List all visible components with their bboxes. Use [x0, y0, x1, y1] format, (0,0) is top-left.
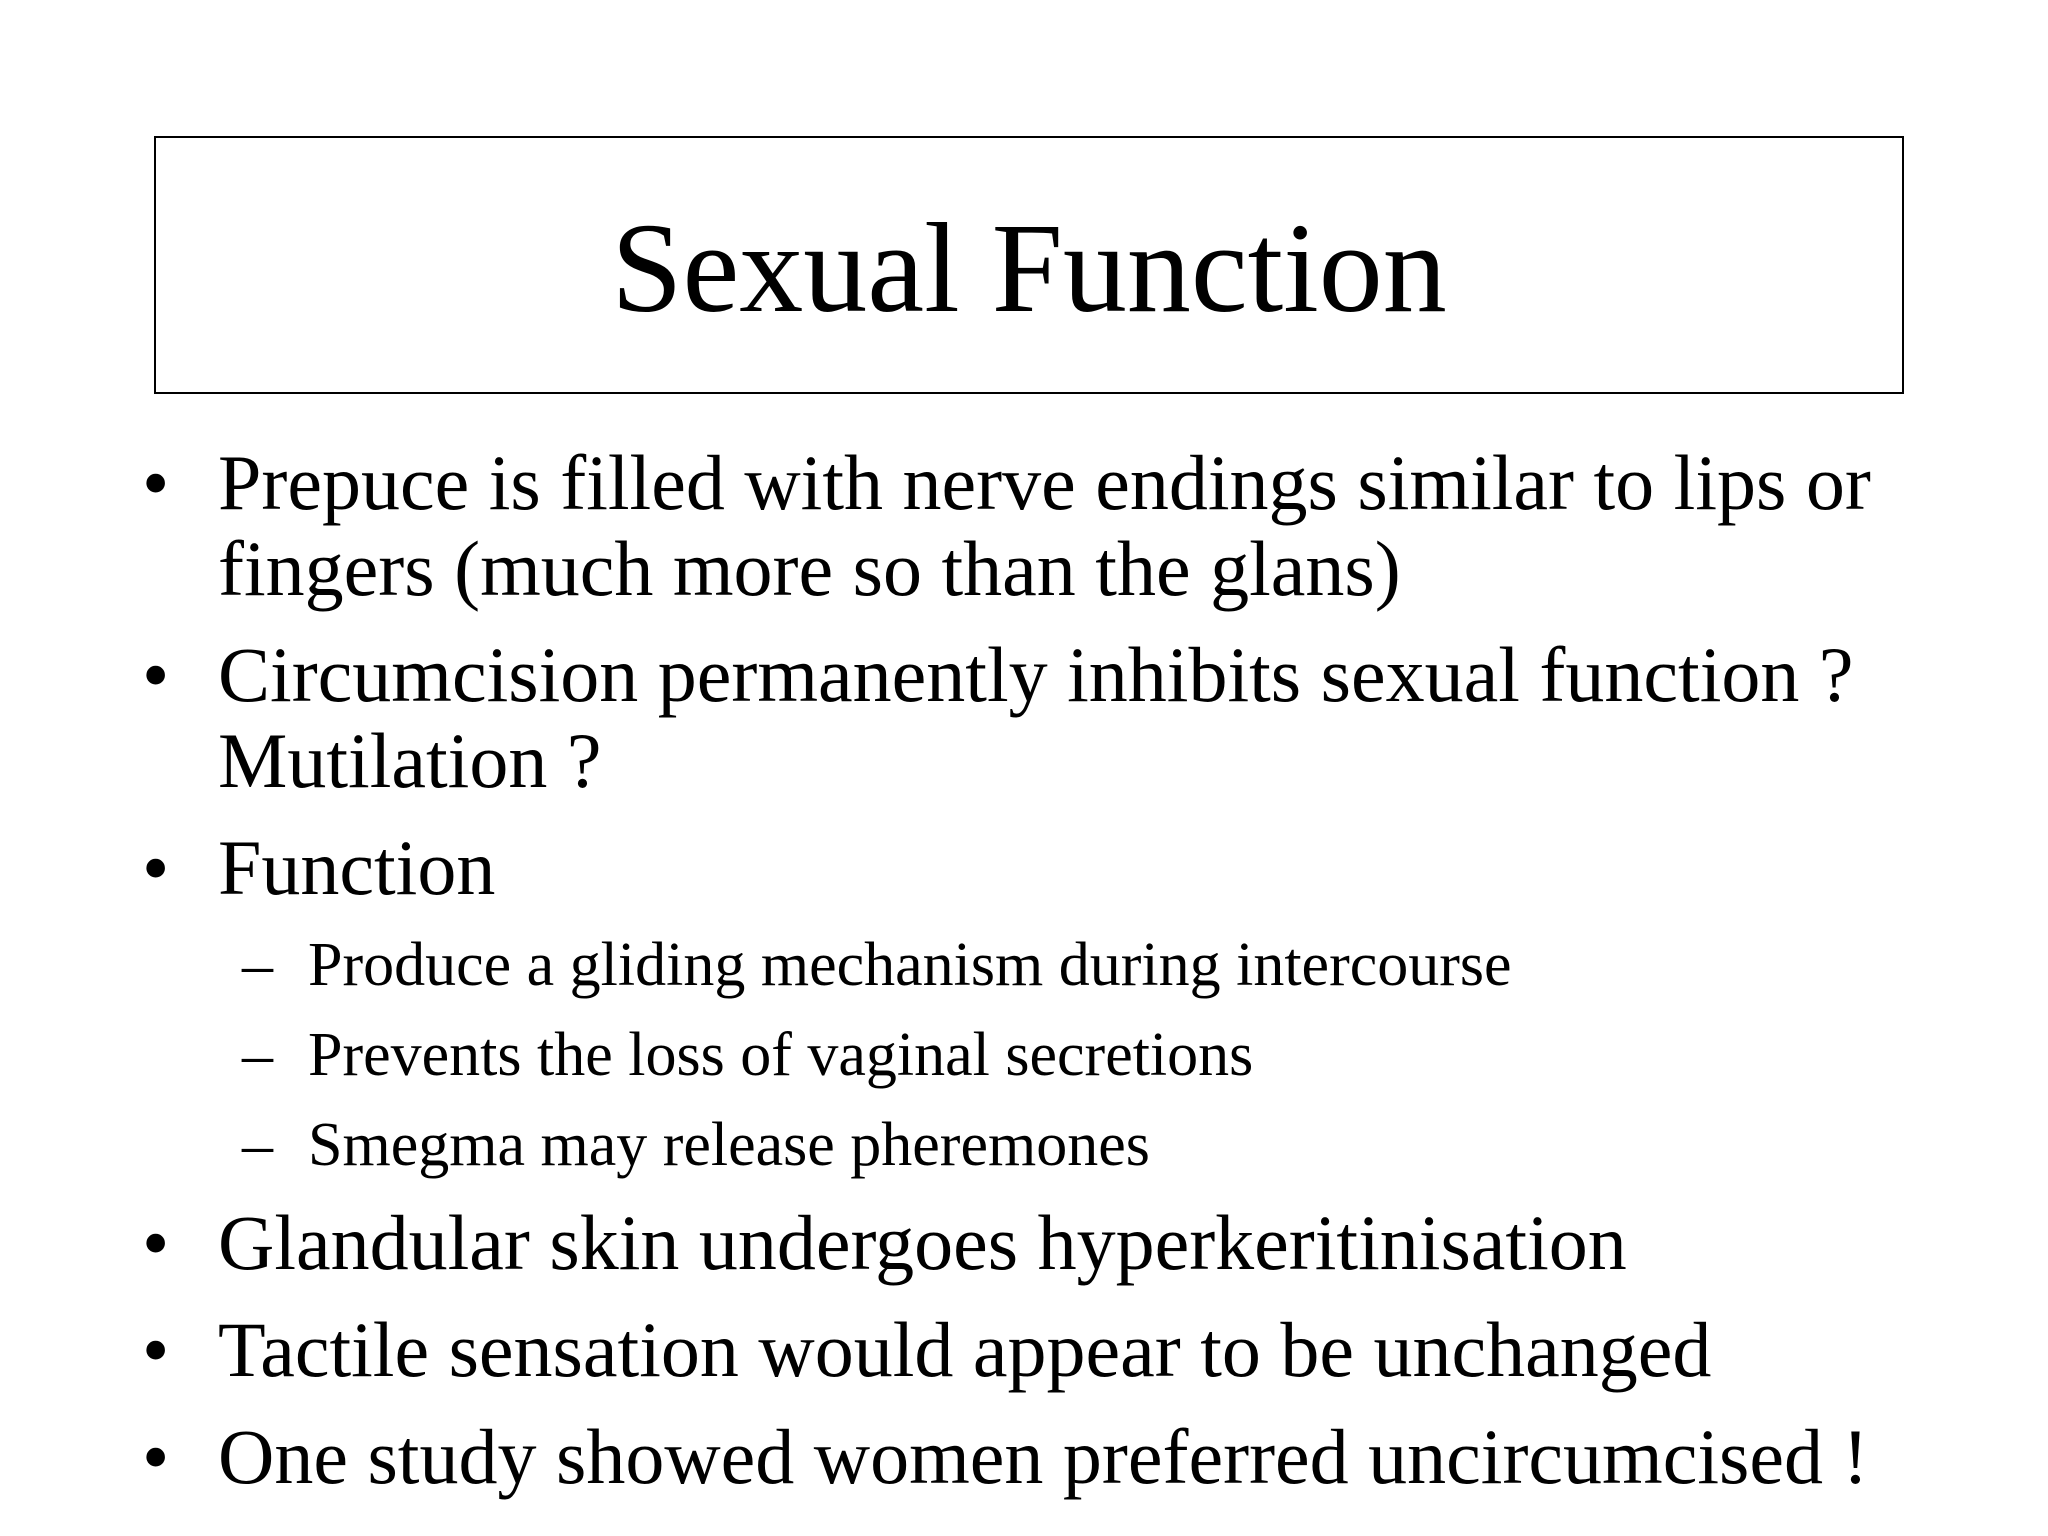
bullet-item	[142, 824, 1958, 911]
sub-bullet-text: Produce a gliding mechanism during intercourse	[308, 931, 1512, 999]
bullet-text: Circumcision permanently inhibits sexual function ? Mutilation ?	[218, 631, 1854, 804]
bullet-item	[142, 1199, 1958, 1286]
title-box	[154, 136, 1904, 394]
bullet-text: Function	[218, 824, 496, 911]
bullet-text: Tactile sensation would appear to be unchanged	[218, 1306, 1712, 1393]
bullet-glyph: •	[142, 1306, 170, 1393]
sub-bullet-text: Prevents the loss of vaginal secretions	[308, 1021, 1254, 1089]
bullet-item	[142, 631, 1958, 804]
bullet-glyph: •	[142, 1199, 170, 1286]
sub-bullet-text: Smegma may release pheremones	[308, 1111, 1150, 1179]
bullet-item	[142, 1306, 1958, 1393]
dash-glyph: –	[242, 931, 273, 999]
sub-bullet-item	[242, 1110, 1958, 1180]
bullet-text: One study showed women preferred uncircumcised !	[218, 1413, 1869, 1500]
sub-bullet-item	[242, 930, 1958, 1000]
bullet-glyph: •	[142, 439, 170, 526]
bullet-glyph: •	[142, 824, 170, 911]
slide-title: Sexual Function	[611, 197, 1447, 339]
dash-glyph: –	[242, 1021, 273, 1089]
bullet-text: Glandular skin undergoes hyperkeritinisation	[218, 1199, 1627, 1286]
bullet-glyph: •	[142, 631, 170, 718]
bullet-item	[142, 1413, 1958, 1500]
bullet-item	[142, 439, 1958, 612]
sub-bullet-item	[242, 1020, 1958, 1090]
bullet-glyph: •	[142, 1413, 170, 1500]
bullet-text: Prepuce is filled with nerve endings similar to lips or fingers (much more so than the glans)	[218, 439, 1871, 612]
dash-glyph: –	[242, 1111, 273, 1179]
